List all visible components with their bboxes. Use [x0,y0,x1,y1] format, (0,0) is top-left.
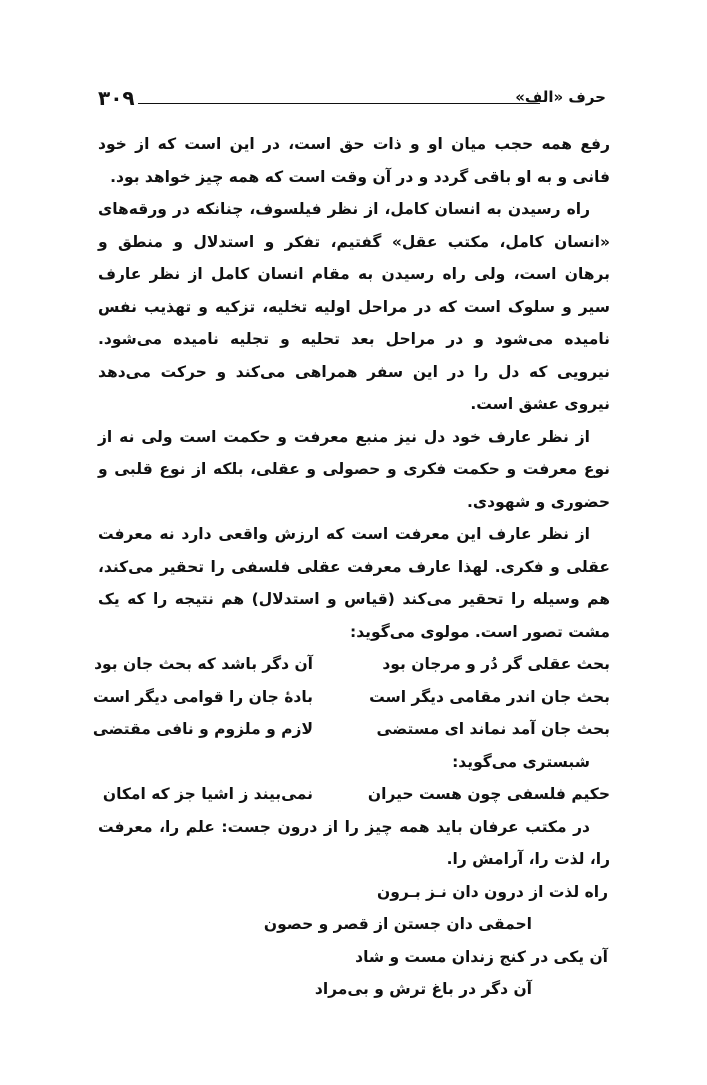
paragraph: راه رسیدن به انسان کامل، از نظر فیلسوف، چنانکه در ورقه‌های «انسان کامل، مکتب عقل» گفتیم، تفکر و استدلال و منطق و برهان است، ولی راه رسیدن به مقام انسان کامل از نظر عارف سیر و سلوک است که در مراحل اولیه تخلیه، تزکیه و تهذیب نفس نامیده می‌شود و در مراحل بعد تحلیه و تجلیه نامیده می‌شود. نیرویی که دل را در این سفر همراهی می‌کند و حرکت می‌دهد نیروی عشق است. [98,200,610,413]
verse-hemistich: آن دگر باشد که بحث جان بود [94,655,313,673]
chapter-title: حرف «الف» [515,88,606,106]
paragraph: از نظر عارف این معرفت است که ارزش واقعی دارد نه معرفت عقلی و فکری. لهذا عارف معرفت عقلی فلسفی را تحقیر می‌کند، هم وسیله را تحقیر می‌کند (قیاس و استدلال) هم نتیجه را که یک مشت تصور است. مولوی می‌گوید: [98,525,610,641]
verse-hemistich: لازم و ملزوم و نافی مقتضی [92,720,313,738]
page-number: ۳۰۹ [98,86,135,110]
verse-line: راه لذت از درون دان نـز بـرون [377,882,608,901]
paragraph: در مکتب عرفان باید همه چیز را از درون جست: علم را، معرفت را، لذت را، آرامش را. [98,817,610,868]
verse-couplet [92,681,610,714]
page-header [98,86,606,116]
verse-hemistich: نمی‌بیند ز اشیا جز که امکان [102,785,313,803]
verse-hemistich: بحث عقلی گر دُر و مرجان بود [382,655,610,673]
page-body [92,128,610,1006]
verse-line: آن یکی در کنج زندان مست و شاد [355,947,608,966]
verse-hemistich: حکیم فلسفی چون هست حیران [367,785,610,803]
verse-hemistich: بحث جان اندر مقامی دیگر است [369,687,610,706]
verse-hemistich: بحث جان آمد نماند ای مستضی [376,720,610,738]
verse-hemistich: بادهٔ جان را قوامی دیگر است [92,687,313,706]
poet-intro: شبستری می‌گوید: [452,752,590,771]
stacked-verses [98,876,610,1006]
paragraph: از نظر عارف خود دل نیز منبع معرفت و حکمت است ولی نه از نوع معرفت و حکمت فکری و حصولی و عقلی، بلکه از نوع قلبی و حضوری و شهودی. [98,427,610,511]
verse-couplet [98,778,610,811]
verse-couplet [94,648,610,681]
verse-line: احمقی دان جستن از قصر و حصون [263,915,532,933]
verse-line: آن دگر در باغ ترش و بی‌مراد [314,980,532,998]
header-rule [138,103,540,104]
verse-couplet [92,713,610,746]
paragraph: رفع همه حجب میان او و ذات حق است، در این است که از خود فانی و به او باقی گردد و در آن وقت است که همه چیز خواهد بود. [98,135,610,186]
